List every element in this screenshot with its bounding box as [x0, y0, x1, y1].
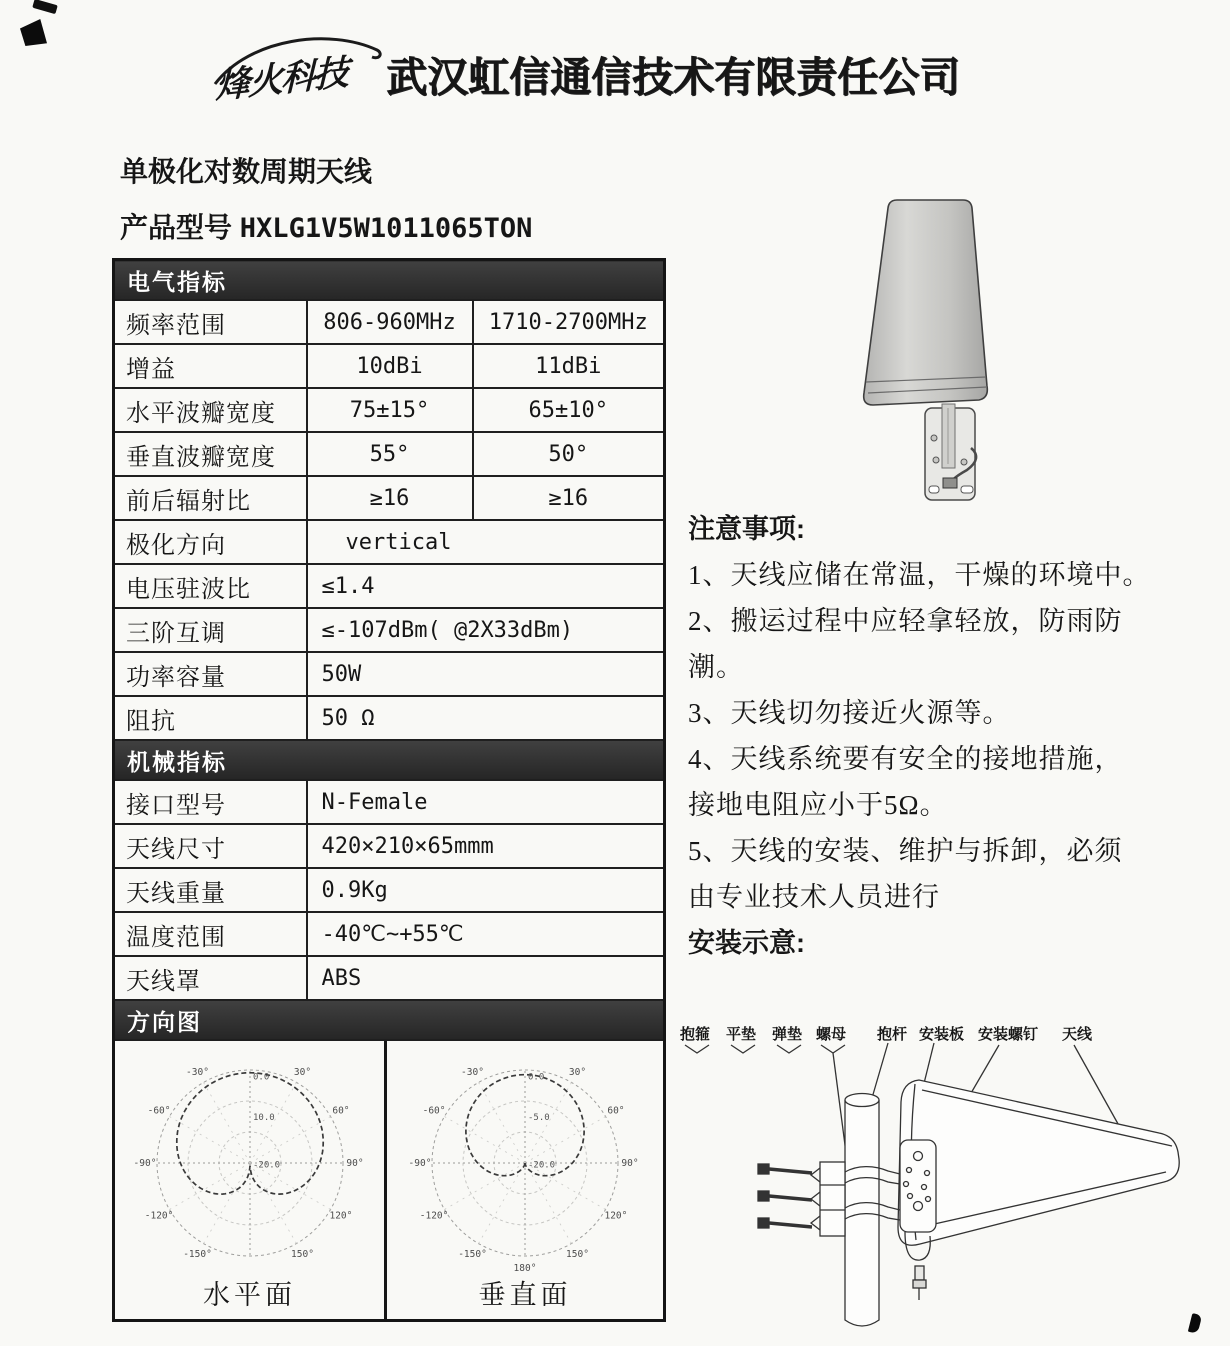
mechanical-section-header: 机械指标: [114, 740, 665, 780]
svg-text:30°: 30°: [293, 1067, 311, 1079]
diagram-label-mount-screws: 安装螺钉: [978, 1026, 1039, 1043]
notes-heading: 注意事项:: [688, 514, 805, 544]
spec-table: [112, 258, 666, 1322]
svg-text:-150°: -150°: [458, 1248, 487, 1260]
company-logo: [205, 26, 395, 126]
svg-text:30°: 30°: [568, 1067, 587, 1079]
spec-value: vertical: [307, 520, 665, 564]
table-row: [114, 696, 665, 740]
spec-value: 806-960MHz: [307, 300, 473, 344]
svg-text:-20.0: -20.0: [528, 1160, 556, 1171]
diagram-label-nut: 螺母: [816, 1026, 847, 1043]
spec-label: 频率范围: [114, 300, 307, 344]
table-row: [114, 652, 665, 696]
spec-label: 温度范围: [114, 912, 307, 956]
svg-text:-90°: -90°: [408, 1158, 432, 1169]
table-row: [114, 344, 665, 388]
svg-text:-60°: -60°: [147, 1105, 171, 1117]
note-line: 4、天线系统要有安全的接地措施，: [688, 744, 1123, 774]
note-line: 潮。: [688, 652, 744, 682]
horizontal-pattern-cell: [115, 1041, 387, 1319]
spec-value: 55°: [307, 432, 473, 476]
pattern-section-header: 方向图: [114, 1000, 665, 1040]
table-row: [114, 564, 665, 608]
svg-text:0.0: 0.0: [252, 1072, 269, 1083]
spec-value: ABS: [307, 956, 665, 1000]
svg-text:-90°: -90°: [133, 1158, 156, 1169]
notes-block: [688, 506, 1218, 966]
table-row: [114, 608, 665, 652]
spec-value: 50°: [473, 432, 665, 476]
spec-value: 1710-2700MHz: [473, 300, 665, 344]
spec-label: 水平波瓣宽度: [114, 388, 307, 432]
diagram-label-clamp: 抱箍: [680, 1026, 711, 1043]
spec-label: 电压驻波比: [114, 564, 307, 608]
scan-artifact-top-left-1: [32, 0, 58, 14]
spec-label: 三阶互调: [114, 608, 307, 652]
install-heading: 安装示意:: [688, 928, 805, 958]
table-row: [114, 520, 665, 564]
svg-text:10.0: 10.0: [252, 1113, 275, 1124]
spec-label: 功率容量: [114, 652, 307, 696]
table-row: [114, 824, 665, 868]
product-title: 单极化对数周期天线: [120, 156, 373, 187]
spec-label: 前后辐射比: [114, 476, 307, 520]
pattern-caption-vertical: 垂直面: [478, 1280, 572, 1310]
scan-artifact-top-left-2: [20, 19, 47, 46]
spec-value: ≥16: [473, 476, 665, 520]
install-diagram: [672, 1022, 1220, 1344]
svg-text:60°: 60°: [607, 1105, 625, 1117]
spec-value: 50 Ω: [307, 696, 665, 740]
product-model-label: 产品型号: [120, 212, 233, 243]
spec-label: 增益: [114, 344, 307, 388]
spec-value: 0.9Kg: [307, 868, 665, 912]
spec-value: -40℃~+55℃: [307, 912, 665, 956]
spec-label: 极化方向: [114, 520, 307, 564]
svg-text:120°: 120°: [328, 1210, 352, 1222]
pattern-plots-cell: [114, 1040, 665, 1321]
spec-value: N-Female: [307, 780, 665, 824]
table-row: [114, 956, 665, 1000]
svg-text:60°: 60°: [331, 1105, 350, 1117]
diagram-label-antenna: 天线: [1062, 1026, 1093, 1043]
table-row: [114, 476, 665, 520]
note-line: 由专业技术人员进行: [688, 882, 940, 912]
spec-value: ≤-107dBm( @2X33dBm): [307, 608, 665, 652]
svg-text:-150°: -150°: [182, 1248, 212, 1260]
logo-script-text: 烽火科技: [215, 53, 347, 107]
spec-label: 天线尺寸: [114, 824, 307, 868]
svg-text:-120°: -120°: [144, 1210, 173, 1222]
spec-value: 75±15°: [307, 388, 473, 432]
vertical-pattern-cell: [387, 1041, 663, 1319]
spec-value: 420×210×65mmm: [307, 824, 665, 868]
product-model-value: HXLG1V5W1011065TON: [239, 213, 533, 244]
svg-text:120°: 120°: [604, 1210, 628, 1222]
table-row: [114, 868, 665, 912]
company-name: 武汉虹信通信技术有限责任公司: [386, 54, 960, 100]
spec-value: ≤1.4: [307, 564, 665, 608]
svg-text:150°: 150°: [290, 1248, 314, 1260]
diagram-label-flat-washer: 平垫: [726, 1026, 757, 1043]
pattern-caption-horizontal: 水平面: [203, 1280, 296, 1310]
electrical-section-header: 电气指标: [114, 260, 665, 301]
svg-text:90°: 90°: [621, 1158, 639, 1169]
spec-label: 天线罩: [114, 956, 307, 1000]
spec-value: 10dBi: [307, 344, 473, 388]
svg-text:90°: 90°: [345, 1158, 364, 1169]
product-model-line: [120, 206, 532, 246]
svg-text:-120°: -120°: [419, 1210, 449, 1222]
spec-label: 接口型号: [114, 780, 307, 824]
svg-text:150°: 150°: [566, 1248, 589, 1260]
svg-text:-30°: -30°: [185, 1067, 209, 1079]
spec-label: 天线重量: [114, 868, 307, 912]
note-line: 1、天线应储在常温，干燥的环境中。: [688, 560, 1151, 590]
diagram-label-mount-plate: 安装板: [919, 1026, 965, 1043]
table-row: [114, 388, 665, 432]
table-row: [114, 780, 665, 824]
diagram-label-pole: 抱杆: [877, 1026, 908, 1043]
svg-text:-30°: -30°: [461, 1067, 484, 1079]
antenna-photo: [845, 186, 1035, 511]
spec-label: 阻抗: [114, 696, 307, 740]
spec-value: ≥16: [307, 476, 473, 520]
note-line: 2、搬运过程中应轻拿轻放，防雨防: [688, 606, 1123, 636]
note-line: 3、天线切勿接近火源等。: [688, 698, 1011, 728]
spec-value: 11dBi: [473, 344, 665, 388]
spec-label: 垂直波瓣宽度: [114, 432, 307, 476]
note-line: 5、天线的安装、维护与拆卸，必须: [688, 836, 1123, 866]
svg-text:0.0: 0.0: [528, 1072, 545, 1083]
vertical-pattern-chart: [392, 1047, 658, 1279]
table-row: [114, 300, 665, 344]
svg-text:180°: 180°: [513, 1263, 537, 1274]
note-line: 接地电阻应小于5Ω。: [688, 790, 948, 820]
svg-text:-20.0: -20.0: [252, 1160, 280, 1171]
horizontal-pattern-chart: [117, 1047, 383, 1279]
svg-text:-60°: -60°: [422, 1105, 446, 1117]
spec-value: 65±10°: [473, 388, 665, 432]
spec-value: 50W: [307, 652, 665, 696]
svg-text:-5.0: -5.0: [528, 1113, 550, 1124]
diagram-label-spring-washer: 弹垫: [772, 1026, 803, 1043]
table-row: [114, 432, 665, 476]
table-row: [114, 912, 665, 956]
